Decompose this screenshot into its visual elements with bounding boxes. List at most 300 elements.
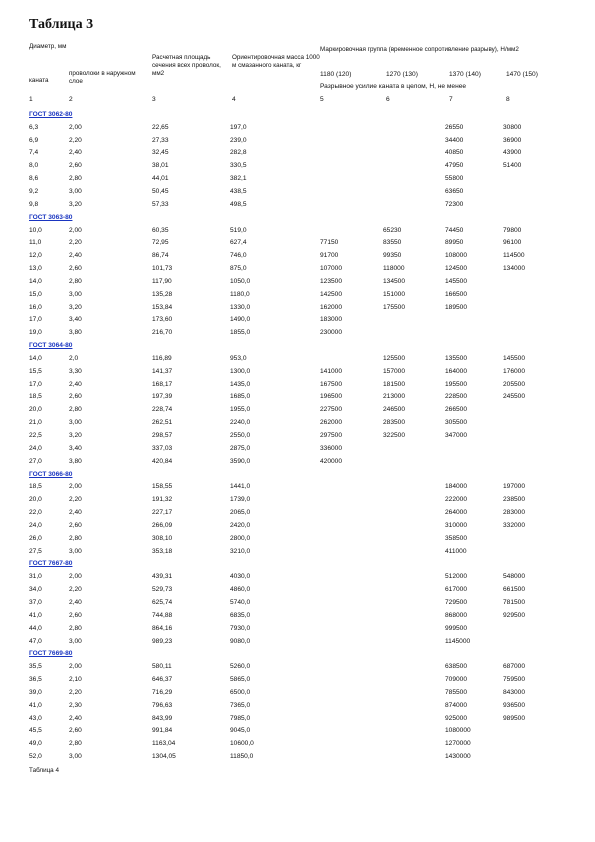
table-cell: 2,40 <box>69 380 82 388</box>
table-cell: 17,0 <box>29 380 42 388</box>
table-cell: 116,89 <box>152 354 172 362</box>
table-cell: 759500 <box>503 676 526 684</box>
table-cell: 197000 <box>503 483 526 491</box>
table-cell: 15,0 <box>29 290 42 298</box>
grade-1370: 1370 (140) <box>449 71 481 78</box>
table-cell: 34,0 <box>29 586 42 594</box>
table-cell: 2240,0 <box>230 419 251 427</box>
table-cell <box>383 480 445 493</box>
table-cell <box>383 699 445 712</box>
table-row <box>29 712 569 725</box>
table-cell: 2,00 <box>69 663 82 671</box>
table-cell <box>503 635 569 648</box>
table-cell: 2,00 <box>69 573 82 581</box>
table-row <box>29 583 569 596</box>
table-row <box>29 403 569 416</box>
table-row <box>29 147 569 160</box>
table-cell: 51400 <box>503 162 522 170</box>
table-cell <box>320 635 383 648</box>
table-cell: 3590,0 <box>230 457 251 465</box>
table-cell: 24,0 <box>29 444 42 452</box>
standard-row <box>29 647 569 660</box>
table-row <box>29 506 569 519</box>
table-cell: 22,65 <box>152 123 169 131</box>
table-cell: 1163,04 <box>152 740 176 748</box>
table-cell: 262000 <box>320 419 343 427</box>
table-row <box>29 545 569 558</box>
table-cell: 43900 <box>503 149 522 157</box>
table-cell: 30800 <box>503 123 522 131</box>
table-cell <box>503 198 569 211</box>
standard-link[interactable]: ГОСТ 7667-80 <box>29 560 73 568</box>
table-cell: 27,33 <box>152 136 169 144</box>
table-cell <box>503 442 569 455</box>
table-cell: 22,5 <box>29 432 42 440</box>
table-cell <box>320 532 383 545</box>
rope-diameter-header: каната <box>29 77 49 84</box>
table-row <box>29 532 569 545</box>
table-cell: 347000 <box>445 432 468 440</box>
table-cell: 238500 <box>503 496 526 504</box>
table-cell <box>383 455 445 468</box>
standard-row <box>29 211 569 224</box>
table-cell: 74450 <box>445 226 464 234</box>
table-cell: 953,0 <box>230 354 247 362</box>
table-cell: 2800,0 <box>230 534 251 542</box>
table-cell: 228500 <box>445 393 468 401</box>
table-cell: 843,99 <box>152 714 173 722</box>
table-cell <box>320 159 383 172</box>
table-cell: 45,5 <box>29 727 42 735</box>
table-cell: 1855,0 <box>230 329 251 337</box>
table-cell: 2,60 <box>69 265 82 273</box>
table-row <box>29 442 569 455</box>
standard-link[interactable]: ГОСТ 3064-80 <box>29 342 73 350</box>
table-cell: 1490,0 <box>230 316 251 324</box>
table-cell: 3,00 <box>69 637 82 645</box>
table-cell <box>320 750 383 763</box>
table-cell: 60,35 <box>152 226 169 234</box>
table-cell <box>383 147 445 160</box>
table-cell: 27,0 <box>29 457 42 465</box>
table-cell: 91700 <box>320 252 339 260</box>
table-cell: 638500 <box>445 663 468 671</box>
standard-row <box>29 558 569 571</box>
table-cell: 989,23 <box>152 637 173 645</box>
table-cell: 2420,0 <box>230 521 251 529</box>
table-cell: 245500 <box>503 393 526 401</box>
table-row <box>29 493 569 506</box>
table-body <box>29 108 569 763</box>
table-cell: 142500 <box>320 290 343 298</box>
table-cell: 991,84 <box>152 727 173 735</box>
table-cell: 661500 <box>503 586 526 594</box>
table-cell: 35,5 <box>29 663 42 671</box>
table-cell: 843000 <box>503 688 526 696</box>
table-cell: 3,00 <box>69 547 82 555</box>
table-cell: 19,0 <box>29 329 42 337</box>
table-cell <box>383 622 445 635</box>
table-cell: 72,95 <box>152 239 169 247</box>
table-cell: 283500 <box>383 419 406 427</box>
table-cell <box>383 545 445 558</box>
table-cell: 322500 <box>383 432 406 440</box>
table-cell: 239,0 <box>230 136 247 144</box>
area-header: Расчетная площадь сечения всех проволок, мм2 <box>152 54 221 77</box>
table-row <box>29 455 569 468</box>
table-cell: 2,80 <box>69 740 82 748</box>
table-cell <box>503 725 569 738</box>
table-cell <box>320 609 383 622</box>
table-cell <box>320 725 383 738</box>
standard-link[interactable]: ГОСТ 7669-80 <box>29 650 73 658</box>
rope-data-table <box>29 108 569 763</box>
table-cell: 3,40 <box>69 316 82 324</box>
table-cell: 184000 <box>445 483 468 491</box>
table-cell <box>320 134 383 147</box>
table-cell: 1300,0 <box>230 367 251 375</box>
table-cell: 297500 <box>320 432 343 440</box>
table-row <box>29 314 569 327</box>
table-cell: 34400 <box>445 136 464 144</box>
table-cell <box>503 288 569 301</box>
grade-1270: 1270 (130) <box>386 71 418 78</box>
table-cell: 134500 <box>383 277 406 285</box>
table-cell: 11,0 <box>29 239 42 247</box>
diameter-header: Диаметр, мм <box>29 43 67 50</box>
table-cell <box>320 596 383 609</box>
table-cell: 2,60 <box>69 611 82 619</box>
table-cell: 266,09 <box>152 521 173 529</box>
table-row <box>29 121 569 134</box>
table-cell: 305500 <box>445 419 468 427</box>
table-cell: 3,40 <box>69 444 82 452</box>
table-cell: 2,80 <box>69 175 82 183</box>
table-cell: 1270000 <box>445 740 471 748</box>
table-cell: 21,0 <box>29 419 42 427</box>
table-cell: 5260,0 <box>230 663 251 671</box>
table-cell <box>445 326 503 339</box>
table-row <box>29 172 569 185</box>
mass-header: Ориентировочная масса 1000 м смазанного каната, кг <box>232 54 320 69</box>
table-cell: 47950 <box>445 162 464 170</box>
table-cell <box>445 314 503 327</box>
table-cell: 874000 <box>445 701 468 709</box>
table-cell <box>320 737 383 750</box>
table-cell: 1441,0 <box>230 483 251 491</box>
table-cell: 38,01 <box>152 162 169 170</box>
table-cell: 24,0 <box>29 521 42 529</box>
standard-link[interactable]: ГОСТ 3066-80 <box>29 470 73 478</box>
table-cell: 1080000 <box>445 727 471 735</box>
column-number-3: 3 <box>152 96 156 103</box>
table-cell: 14,0 <box>29 277 42 285</box>
table-cell: 175500 <box>383 303 406 311</box>
table-cell: 183000 <box>320 316 343 324</box>
standard-link[interactable]: ГОСТ 3063-80 <box>29 213 73 221</box>
table-cell <box>503 545 569 558</box>
table-cell <box>503 326 569 339</box>
table-cell <box>503 185 569 198</box>
table-cell: 438,5 <box>230 187 247 195</box>
table-cell <box>383 185 445 198</box>
table-cell <box>320 480 383 493</box>
table-cell: 9080,0 <box>230 637 251 645</box>
table-row <box>29 326 569 339</box>
table-cell: 65230 <box>383 226 402 234</box>
table-cell: 141,37 <box>152 367 173 375</box>
table-cell: 63650 <box>445 187 464 195</box>
table-cell <box>320 673 383 686</box>
table-cell: 709000 <box>445 676 468 684</box>
table-cell <box>320 185 383 198</box>
table-cell: 213000 <box>383 393 406 401</box>
table-cell: 2,20 <box>69 239 82 247</box>
standard-row <box>29 339 569 352</box>
table-cell: 31,0 <box>29 573 42 581</box>
table-cell: 10600,0 <box>230 740 254 748</box>
column-number-6: 6 <box>386 96 390 103</box>
table-cell: 729500 <box>445 598 468 606</box>
wire-diameter-header: проволоки в наружном слое <box>69 70 136 85</box>
table-row <box>29 699 569 712</box>
table-cell: 1955,0 <box>230 406 251 414</box>
table-cell: 875,0 <box>230 265 247 273</box>
table-row <box>29 249 569 262</box>
table-cell <box>320 686 383 699</box>
table-cell: 7,4 <box>29 149 39 157</box>
table-cell: 6,9 <box>29 136 39 144</box>
table-cell: 86,74 <box>152 252 169 260</box>
table-cell: 166500 <box>445 290 468 298</box>
table-cell: 228,74 <box>152 406 173 414</box>
table-cell: 5740,0 <box>230 598 251 606</box>
table-cell <box>503 172 569 185</box>
table-cell: 227,17 <box>152 509 173 517</box>
table-cell: 936500 <box>503 701 526 709</box>
table-cell: 2,80 <box>69 406 82 414</box>
table-cell: 3,30 <box>69 367 82 375</box>
table-cell: 337,03 <box>152 444 173 452</box>
table-cell <box>320 699 383 712</box>
strength-group-header: Маркировочная группа (временное сопротивление разрыву), Н/мм2 <box>320 46 519 53</box>
table-cell: 336000 <box>320 444 343 452</box>
table-cell: 1330,0 <box>230 303 251 311</box>
table-cell: 189500 <box>445 303 468 311</box>
table-cell: 746,0 <box>230 252 247 260</box>
table-cell: 6500,0 <box>230 688 251 696</box>
table-cell: 216,70 <box>152 329 173 337</box>
table-cell: 151000 <box>383 290 406 298</box>
table-row <box>29 519 569 532</box>
table-row <box>29 159 569 172</box>
table-row <box>29 750 569 763</box>
table-cell: 197,39 <box>152 393 173 401</box>
column-number-5: 5 <box>320 96 324 103</box>
standard-link[interactable]: ГОСТ 3062-80 <box>29 110 73 118</box>
table-cell: 3,20 <box>69 200 82 208</box>
table-row <box>29 622 569 635</box>
table-cell <box>503 532 569 545</box>
table-cell <box>383 532 445 545</box>
table-cell: 50,45 <box>152 187 169 195</box>
table-cell: 310000 <box>445 521 468 529</box>
table-cell: 124500 <box>445 265 468 273</box>
table-cell: 2,00 <box>69 483 82 491</box>
table-row <box>29 185 569 198</box>
table-cell: 246500 <box>383 406 406 414</box>
table-cell: 40850 <box>445 149 464 157</box>
column-number-1: 1 <box>29 96 33 103</box>
table-cell: 580,11 <box>152 663 172 671</box>
table-cell: 2,20 <box>69 586 82 594</box>
table-cell <box>503 416 569 429</box>
table-cell: 3,80 <box>69 329 82 337</box>
table-cell <box>320 224 383 237</box>
table-cell: 2,40 <box>69 598 82 606</box>
table-cell <box>383 686 445 699</box>
table-cell: 330,5 <box>230 162 247 170</box>
table-cell: 7930,0 <box>230 624 251 632</box>
table-cell: 282,8 <box>230 149 247 157</box>
table-cell: 114500 <box>503 252 525 260</box>
table-cell <box>320 506 383 519</box>
table-cell: 548000 <box>503 573 526 581</box>
table-cell: 2,0 <box>69 354 79 362</box>
table-cell: 191,32 <box>152 496 173 504</box>
table-cell: 2,30 <box>69 701 82 709</box>
table-cell <box>383 121 445 134</box>
table-cell <box>320 583 383 596</box>
table-cell: 2,20 <box>69 136 82 144</box>
table-cell <box>383 442 445 455</box>
table-row <box>29 352 569 365</box>
table-cell <box>503 737 569 750</box>
table-cell <box>383 519 445 532</box>
table-cell: 17,0 <box>29 316 42 324</box>
table-cell: 15,5 <box>29 367 42 375</box>
table-row <box>29 224 569 237</box>
table-cell: 1430000 <box>445 753 471 761</box>
table-cell: 2550,0 <box>230 432 251 440</box>
table-cell: 47,0 <box>29 637 42 645</box>
table-cell: 49,0 <box>29 740 42 748</box>
table-cell: 625,74 <box>152 598 173 606</box>
table-cell: 1145000 <box>445 637 471 645</box>
table-cell: 32,45 <box>152 149 169 157</box>
table-row <box>29 480 569 493</box>
table-cell <box>383 712 445 725</box>
table-cell: 26550 <box>445 123 464 131</box>
column-number-8: 8 <box>506 96 510 103</box>
table-cell <box>503 455 569 468</box>
table-row <box>29 725 569 738</box>
table-row <box>29 673 569 686</box>
table-cell <box>503 622 569 635</box>
table-cell: 420000 <box>320 457 343 465</box>
table-cell: 2,60 <box>69 727 82 735</box>
table-cell: 10,0 <box>29 226 42 234</box>
table-cell <box>383 596 445 609</box>
table-cell: 627,4 <box>230 239 247 247</box>
table-cell: 196500 <box>320 393 343 401</box>
table-cell <box>320 198 383 211</box>
table-cell: 1739,0 <box>230 496 251 504</box>
table-cell: 20,0 <box>29 406 42 414</box>
table-row <box>29 134 569 147</box>
table-cell: 222000 <box>445 496 468 504</box>
table-cell: 929500 <box>503 611 526 619</box>
table-cell: 3,00 <box>69 290 82 298</box>
table-cell: 999500 <box>445 624 468 632</box>
table-cell <box>383 583 445 596</box>
table-cell <box>383 673 445 686</box>
table-cell <box>320 622 383 635</box>
column-number-7: 7 <box>449 96 453 103</box>
table-row <box>29 365 569 378</box>
table-cell: 14,0 <box>29 354 42 362</box>
table-cell: 162000 <box>320 303 343 311</box>
table-cell: 3210,0 <box>230 547 251 555</box>
table-cell: 153,84 <box>152 303 173 311</box>
table-cell: 353,18 <box>152 547 173 555</box>
table-cell: 796,63 <box>152 701 173 709</box>
table-cell: 2,40 <box>69 149 82 157</box>
table-cell: 2,80 <box>69 534 82 542</box>
table-cell: 26,0 <box>29 534 42 542</box>
table-cell: 264000 <box>445 509 468 517</box>
table-cell: 3,20 <box>69 303 82 311</box>
table-cell: 283000 <box>503 509 526 517</box>
table-cell <box>383 493 445 506</box>
table-cell: 439,31 <box>152 573 173 581</box>
table-cell: 6835,0 <box>230 611 251 619</box>
table-cell <box>445 442 503 455</box>
table-cell: 512000 <box>445 573 468 581</box>
table-cell: 617000 <box>445 586 468 594</box>
table-cell <box>383 570 445 583</box>
table-cell: 2,60 <box>69 393 82 401</box>
table-cell <box>383 326 445 339</box>
table-cell: 44,0 <box>29 624 42 632</box>
table-cell: 411000 <box>445 547 467 555</box>
table-cell: 27,5 <box>29 547 42 555</box>
table-cell: 646,37 <box>152 676 173 684</box>
table-cell: 20,0 <box>29 496 42 504</box>
table-cell: 164000 <box>445 367 468 375</box>
table-cell: 18,5 <box>29 393 42 401</box>
table-cell <box>383 737 445 750</box>
table-cell: 89950 <box>445 239 464 247</box>
table-cell: 117,90 <box>152 277 172 285</box>
table-cell: 16,0 <box>29 303 42 311</box>
table-cell: 167500 <box>320 380 343 388</box>
table-cell <box>320 352 383 365</box>
table-cell <box>503 301 569 314</box>
table-cell: 2,00 <box>69 123 82 131</box>
table-row <box>29 378 569 391</box>
table-cell <box>320 493 383 506</box>
table-cell: 135500 <box>445 354 468 362</box>
table-cell <box>383 506 445 519</box>
standard-row <box>29 108 569 121</box>
table-cell: 3,80 <box>69 457 82 465</box>
table-cell: 99350 <box>383 252 402 260</box>
table-title: Таблица 3 <box>29 17 94 32</box>
table-row <box>29 288 569 301</box>
table-cell: 181500 <box>383 380 406 388</box>
table-cell: 989500 <box>503 714 526 722</box>
